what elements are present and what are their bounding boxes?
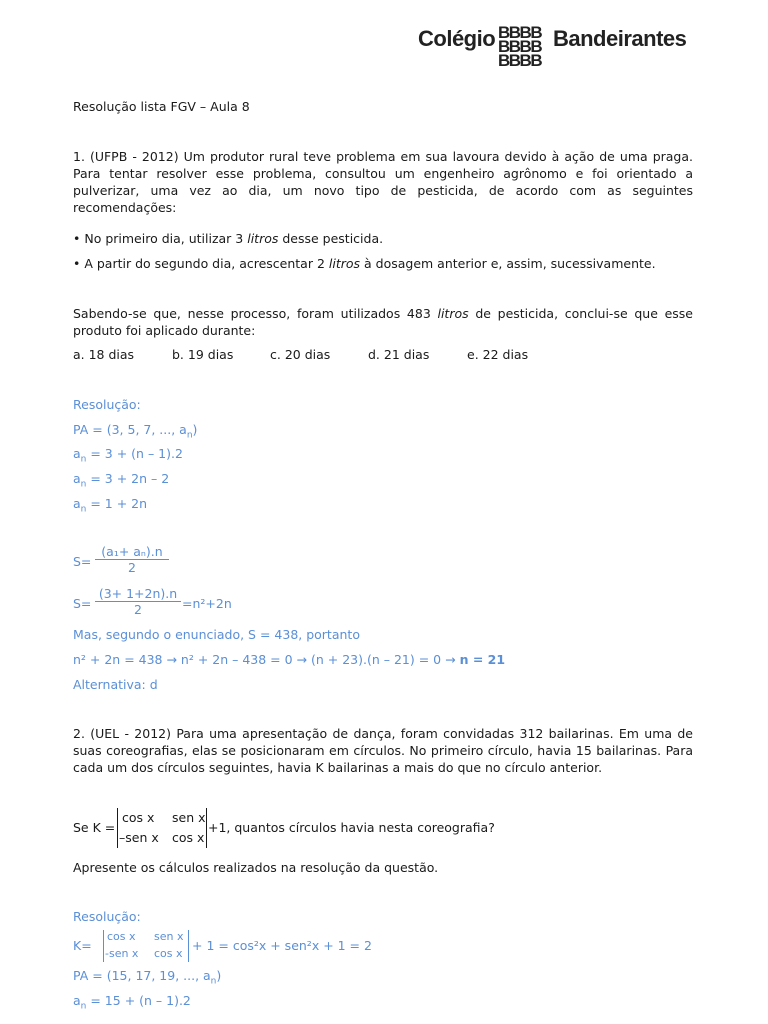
- q1-an-line-1: [73, 446, 183, 465]
- q1-option-b: b. 19 dias: [172, 347, 234, 362]
- math-text: a: [73, 496, 81, 511]
- bullet-text: • No primeiro dia, utilizar 3: [73, 231, 248, 246]
- q2-question-end: +1, quantos círculos havia nesta coreografia?: [208, 820, 495, 835]
- math-answer: n = 21: [459, 652, 506, 667]
- question-text: Sabendo-se que, nesse processo, foram utilizados 483: [73, 306, 438, 321]
- det-cell: cos x: [172, 830, 205, 845]
- school-logo: [418, 23, 698, 84]
- math-subscript: n: [80, 504, 87, 515]
- det-cell: cos x: [107, 930, 136, 943]
- math-text: a: [73, 471, 81, 486]
- sum-fraction-1: [95, 544, 169, 575]
- question-1-text: 1. (UFPB - 2012) Um produtor rural teve problema em sua lavoura devido à ação de uma praga. Para tentar resolver esse problema, consultou um engenheiro agrônomo e foi orientado a pulverizar, uma vez ao dia, um novo tipo de pesticida, de acordo com as seguintes recomendações:: [73, 149, 693, 215]
- bullet-emphasis: litros: [328, 256, 361, 271]
- q1-equation-line: [73, 652, 505, 667]
- sum-result-2: =n²+2n: [182, 596, 232, 611]
- logo-text-bandeirantes: Bandeirantes: [553, 26, 687, 51]
- math-subscript: n: [186, 430, 193, 441]
- math-text: a: [73, 993, 81, 1008]
- logo-text-colegio: Colégio: [418, 26, 496, 51]
- logo-mark: [498, 23, 550, 70]
- q1-pa-line: [73, 422, 197, 441]
- det-cell: sen x: [172, 810, 206, 825]
- det-cell: cos x: [154, 947, 183, 960]
- bullet-text: • A partir do segundo dia, acrescentar 2: [73, 256, 329, 271]
- q2-resolution-determinant: [103, 930, 189, 962]
- q1-statement-line: Mas, segundo o enunciado, S = 438, portanto: [73, 627, 360, 642]
- q1-option-e: e. 22 dias: [467, 347, 529, 362]
- fraction-numerator: (3+ 1+2n).n: [95, 586, 181, 602]
- math-subscript: n: [80, 479, 87, 490]
- q1-alternative: Alternativa: d: [73, 677, 158, 692]
- q1-question: [73, 305, 693, 339]
- q1-bullet-2: [73, 256, 656, 271]
- math-text: PA = (15, 17, 19, ..., a: [73, 968, 211, 983]
- math-subscript: n: [210, 976, 217, 987]
- q2-determinant: [117, 808, 207, 848]
- logo-mark-row: BBBB: [498, 51, 542, 70]
- logo-mark-row: BBBB: [498, 23, 542, 42]
- q2-instruction: Apresente os cálculos realizados na resolução da questão.: [73, 860, 439, 875]
- q2-pa-line: [73, 968, 221, 987]
- logo-mark-row: BBBB: [498, 37, 542, 56]
- fraction-denominator: 2: [128, 560, 136, 575]
- sum-label-2: S=: [73, 596, 92, 611]
- q2-an-line: [73, 993, 191, 1012]
- q1-resolution-label: Resolução:: [73, 397, 141, 412]
- question-text: de pesticida, conclui-se que esse produto foi aplicado durante:: [73, 306, 693, 338]
- math-text: PA = (3, 5, 7, ..., a: [73, 422, 187, 437]
- q1-bullet-1: [73, 231, 383, 246]
- math-text: = 1 + 2n: [86, 496, 148, 511]
- math-subscript: n: [80, 1001, 87, 1012]
- q2-resolution-label: Resolução:: [73, 909, 141, 924]
- det-cell: sen x: [154, 930, 184, 943]
- question-emphasis: litros: [437, 306, 469, 321]
- fraction-numerator: (a₁+ aₙ).n: [95, 544, 169, 560]
- fraction-denominator: 2: [134, 602, 142, 617]
- math-text: a: [73, 446, 81, 461]
- bullet-text: desse pesticida.: [278, 231, 384, 246]
- math-text: = 15 + (n – 1).2: [86, 993, 191, 1008]
- sum-label-1: S=: [73, 554, 92, 569]
- page-title: Resolução lista FGV – Aula 8: [73, 99, 250, 114]
- question-2-text: 2. (UEL - 2012) Para uma apresentação de dança, foram convidadas 312 bailarinas. Em uma de suas coreografias, elas se posicionaram em círculos. No primeiro círculo, havia 15 bailarinas. Para cada um dos círculos seguintes, havia K bailarinas a mais do que no círculo anterior.: [73, 726, 693, 775]
- math-subscript: n: [80, 454, 87, 465]
- math-text: = 3 + 2n – 2: [86, 471, 170, 486]
- det-cell: cos x: [122, 810, 155, 825]
- bullet-emphasis: litros: [247, 231, 279, 246]
- det-cell: -sen x: [105, 947, 139, 960]
- math-text: = 3 + (n – 1).2: [86, 446, 183, 461]
- math-text: ): [192, 422, 198, 437]
- q2-k-label: K=: [73, 938, 92, 953]
- q1-option-d: d. 21 dias: [368, 347, 430, 362]
- sum-fraction-2: [95, 586, 181, 617]
- math-text: ): [216, 968, 222, 983]
- math-text: n² + 2n = 438 → n² + 2n – 438 = 0 → (n + 23).(n – 21) = 0 →: [73, 652, 460, 667]
- bullet-text: à dosagem anterior e, assim, sucessivamente.: [360, 256, 656, 271]
- q1-option-c: c. 20 dias: [270, 347, 331, 362]
- q2-se-k: Se K =: [73, 820, 116, 835]
- det-cell: –sen x: [119, 830, 159, 845]
- q1-an-line-2: [73, 471, 169, 490]
- q1-an-line-3: [73, 496, 147, 515]
- q1-option-a: a. 18 dias: [73, 347, 135, 362]
- q2-k-result: + 1 = cos²x + sen²x + 1 = 2: [192, 938, 372, 953]
